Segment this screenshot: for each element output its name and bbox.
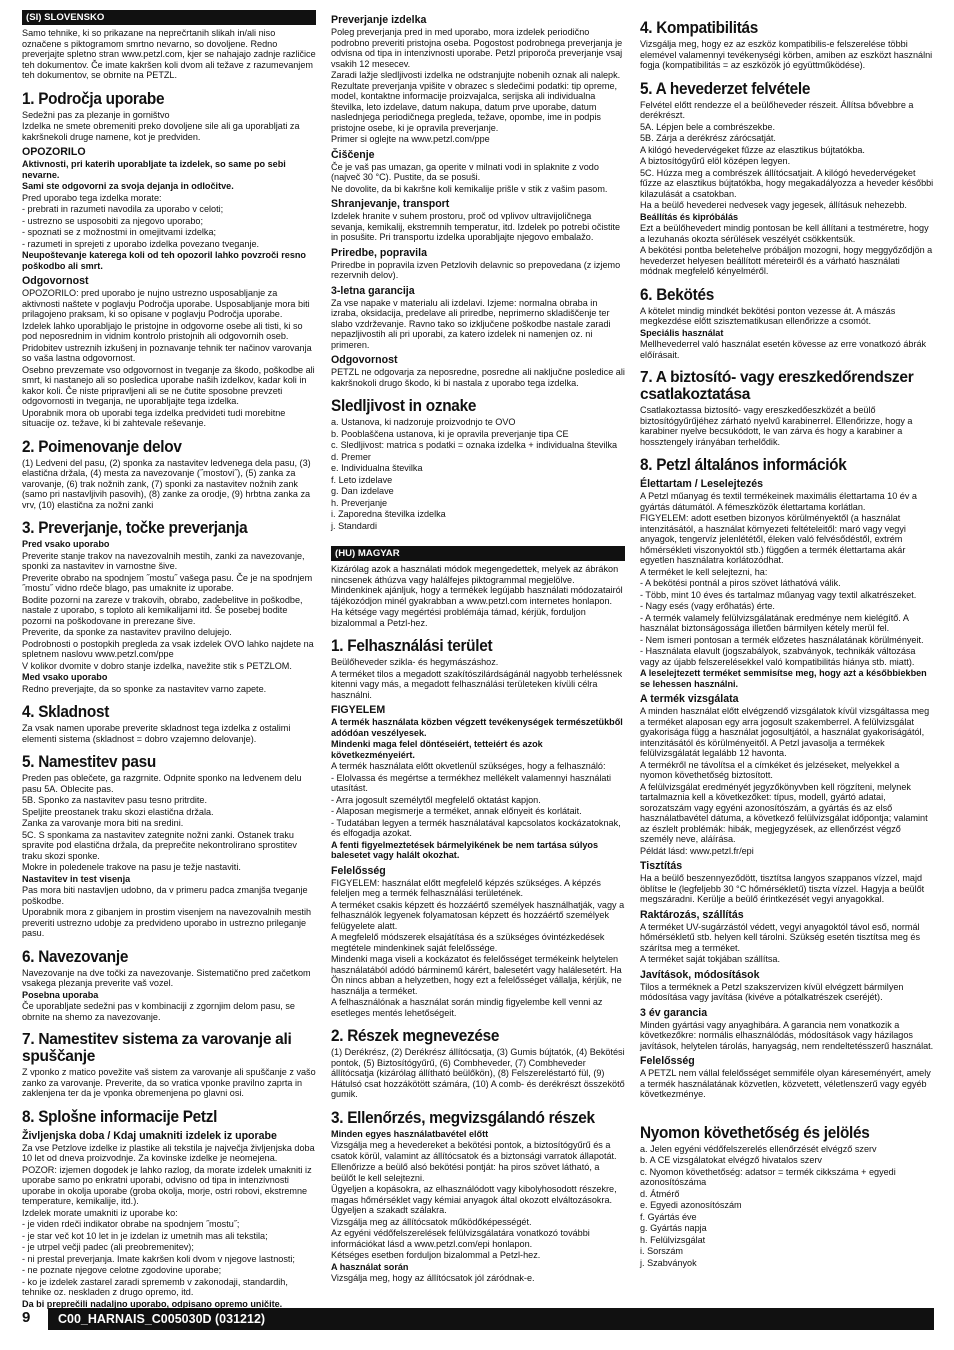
column-slovenian-part2-hungarian (331, 10, 625, 1285)
bold-paragraph: Aktivnosti, pri katerih uporabljate ta izdelek, so same po sebi nevarne. (22, 159, 286, 180)
paragraph: Osebno prevzemate vso odgovornost in tveganje za škodo, poškodbe ali smrt, ki nastanejo ali so posledica uporabe naših izdelkov, kadar koli in kakor koli. Če niste pripravljeni ali se ne čutite sposobne prevzeti odgovornosti in tveganja, ne uporabljajte tega izdelka. (22, 364, 315, 406)
paragraph: A terméket tilos a megadott szakítószilárdságánál nagyobb terheléssnek kitenni vagy más, a megadott felhasználási területeken kívüli célra használni. (331, 668, 623, 700)
paragraph: Primer si oglejte na www.petzl.com/ppe (331, 134, 490, 144)
paragraph: Vizsgálja meg a hevedereket a bekötési pontok, a biztosítógyűrű és a csatok körül, valamint az állítócsatok és a biztonsági varratok állapotát. (331, 1140, 617, 1161)
paragraph: - razumeti in sprejeti z uporabo izdelka povezano tveganje. (22, 238, 260, 249)
subheading: Javítások, módosítások (640, 968, 760, 981)
paragraph: Preverite stanje trakov na navezovalnih mestih, zanki za navezovanje, sponki za nastavitev in varnostne šive. (22, 550, 305, 571)
subheading: Shranjevanje, transport (331, 198, 450, 210)
paragraph: A minden használat előtt elvégzendő vizsgálatok kívül vizsgáltassa meg a terméket alaposan egy arra jogosult szakemberrel. A felülvizsgálat gyakorisága függ a használat jogosultjától, a használat gyakoriságától, intenzitásától és körülményeitől. A Petzl javasolja a termékek felülvizsgálatát legalább 12 havonta. (640, 706, 930, 758)
paragraph: g. Dan izdelave (331, 486, 394, 496)
subheading: Raktározás, szállítás (640, 908, 744, 921)
paragraph: f. Gyártás éve (640, 1211, 697, 1222)
paragraph: (1) Ledveni del pasu, (2) sponka za nastavitev ledvenega dela pasu, (3) elastična držala, (4) mesta za navezovanje (˝mostovi˝), (5) zanka za varovanje, (6) trak nožnih zank, (7) sponki za nastavitev nožnih zank (samo pri nastavljivih pasovih), (8) zanke za orodje, (9) hrbtna zanka za vrv, (10) elastična za nožni zanki (22, 457, 311, 510)
paragraph: A felhasználónak a használat során mindig figyelembe kell venni az esetleges mentés lehetőségeit. (331, 997, 603, 1018)
paragraph: Če uporabljate sedežni pas v kombinaciji z zgornjim delom pasu, se obrnite na shemo za navezovanje. (22, 1001, 295, 1022)
paragraph: - ustrezno se usposobiti za njegovo uporabo; (22, 215, 203, 226)
paragraph: Podrobnosti o postopkih pregleda za vsak izdelek OVO lahko najdete na spletnem naslovu www.petzl.com/ppe (22, 638, 314, 659)
section-heading: Nyomon követhetőség és jelölés (640, 1123, 870, 1142)
section-heading: 3. Ellenőrzés, megvizsgálandó részek (331, 1108, 595, 1127)
paragraph: Kizárólag azok a használati módok megengedettek, melyek az ábrákon nincsenek áthúzva vagy halálfejes piktogrammal megjelölve. Mindenkinek ajánljuk, hogy a termékek legújabb használati módozatairól tájékozódjon minél gyakrabban a www.petzl.com internetes honlapon. (331, 564, 623, 606)
paragraph: Pas mora biti nastavljen udobno, da v primeru padca zmanjša tveganje poškodbe. (22, 885, 308, 906)
section-heading: 2. Részek megnevezése (331, 1027, 500, 1045)
paragraph: - spoznati se z možnostmi in omejitvami izdelka; (22, 227, 217, 237)
paragraph: - ni prestal preverjanja. Imate kakršen koli dvom v njegove lastnosti; (22, 1253, 295, 1264)
paragraph: A biztosítógyűrű elöl középen legyen. (640, 156, 791, 166)
paragraph: Mokre in poledenele trakove na pasu je težje nastaviti. (22, 862, 241, 872)
paragraph: Mindenki maga viseli a kockázatot és felelősséget termékeink helytelen használatából adódó bárminemű kárért, balesetért vagy halálesetért. Ha Ön nincs abban a helyzetben, hogy ezt a felelősséget vállalja, kérjük, ne használja a terméket. (331, 954, 622, 996)
paragraph: Preverite obrabo na spodnjem ˝mostu˝ vašega pasu. Če je na spodnjem ˝mostu˝ vidno rdeče blago, pas umaknite iz uporabe. (22, 572, 313, 593)
subheading: 3 év garancia (640, 1006, 708, 1019)
paragraph: Ha kétsége vagy megértési problémája támad, kérjük, forduljon bizalommal a Petzl-hez. (331, 607, 586, 628)
paragraph: b. A CE vizsgálatokat elvégző hivatalos szerv (640, 1155, 822, 1165)
paragraph: Ellenőrizze a beülő alsó bekötési pontját: ha piros szövet látható, a beülőt le kell selejtezni. (331, 1162, 600, 1183)
paragraph: Tilos a terméknek a Petzl szakszervizen kívül elvégzett bármilyen módosítása vagy javítása (kivéve a pótalkatrészek cseréjét). (640, 981, 904, 1002)
section-heading: 7. A biztosító- vagy ereszkedőrendszer csatlakoztatása (640, 369, 914, 403)
paragraph: g. Gyártás napja (640, 1223, 707, 1233)
paragraph: Felvétel előtt rendezze el a beülőheveder részeit. Állítsa bővebbre a derékrészt. (640, 99, 914, 120)
subheading: Življenjska doba / Kdaj umakniti izdelek iz uporabe (22, 1129, 277, 1142)
paragraph: c. Sledljivost: matrica s podatki = oznaka izdelka + individualna številka (331, 440, 618, 450)
paragraph: Izdelka ne smete obremeniti preko dovoljene sile ali ga uporabljati za kakršnekoli druge namene, kot je predviden. (22, 121, 300, 142)
paragraph: - Több, mint 10 éves és tartalmaz műanyag vagy textil alkatrészeket. (640, 589, 917, 600)
paragraph: Izdelek lahko uporabljajo le pristojne in odgovorne osebe ali tisti, ki so pod neposrednim in vidnim kontrolo pristojnih ali odgovornih oseb. (22, 320, 303, 341)
paragraph: POZOR: izjemen dogodek je lahko razlog, da morate izdelek umakniti iz uporabe samo po enkratni uporabi, odvisno od tipa in intenzivnosti uporabe in okolja uporabe (groba okolja, morje, ostri robovi, ekstremne temperature, kemikalije, itd.). (22, 1164, 312, 1206)
paragraph: A termékről ne távolítsa el a címkéket és jelzéseket, melyekkel a nyomon követhetőség biztosított. (640, 759, 900, 780)
paragraph: Poleg preverjanja pred in med uporabo, mora izdelek periodično podrobno preveriti pristojna oseba. Pogostost podrobnega preverjanja je odvisna od tipa in intenzivnosti uporabe. Petzl priporoča preverjanje vsaj vsakih 12 mesecev. (331, 27, 623, 69)
paragraph: Pred uporabo tega izdelka morate: (22, 192, 162, 203)
paragraph: Csatlakoztassa biztosító- vagy ereszkedőeszközét a beülő biztosítógyűrűjéhez zárható nyelvű karabinerrel. Ellenőrizze, hogy a karabiner nyelve becsukódott, le van zárva és hogy a karabiner a hossztengely irányában terhelődik. (640, 405, 913, 447)
language-band: (SI) SLOVENSKO (22, 10, 316, 25)
paragraph: - Használata elavult (jogszabályok, szabványok, technikák változása vagy az újabb felszerelésekkel való kompatibilitás hiánya stb. miatt). (640, 646, 916, 667)
paragraph: - Alaposan megismerje a terméket, annak előnyeit és korlátait. (331, 806, 582, 816)
paragraph: Vizsgálja meg az állítócsatok működőképességét. (331, 1216, 532, 1227)
paragraph: e. Individualna številka (331, 463, 423, 473)
paragraph: 5A. Lépjen bele a combrészekbe. (640, 121, 775, 132)
paragraph: - ko je izdelek zastarel zaradi sprememb v zakonodaji, standardih, tehnike oz. neskladen z drugo opremo, itd. (22, 1276, 288, 1297)
paragraph: A PETZL nem vállal felelősséget semmiféle olyan káreseményért, amely a termék használatának közvetlen, közvetett, véletlenszerű vagy egyéb következménye. (640, 1068, 931, 1099)
paragraph: V kolikor dvomite v dobro stanje izdelka, navežite stik s PETZLOM. (22, 660, 292, 671)
subheading: Felelősség (331, 864, 386, 877)
bold-paragraph: Speciális használat (640, 327, 724, 338)
paragraph: 5B. Sponko za nastavitev pasu tesno pritrdite. (22, 795, 208, 805)
section-heading: Sledljivost in oznake (331, 397, 477, 415)
bold-paragraph: Posebna uporaba (22, 989, 99, 1000)
paragraph: - je star več kot 10 let in je izdelan iz umetnih mas ali tekstila; (22, 1230, 268, 1241)
paragraph: - ne poznate njegove celotne zgodovine uporabe; (22, 1265, 222, 1275)
paragraph: FIGYELEM: használat előtt megfelelő képzés szükséges. A képzés feleljen meg a termék felhasználási területének. (331, 877, 601, 898)
paragraph: j. Szabványok (640, 1257, 697, 1268)
paragraph: A terméket UV-sugárzástól védett, vegyi anyagoktól távol eső, normál hőmérsékletű stb. helyen kell tárolni. Szükség esetén tisztítsa meg és szárítsa meg a terméket. (640, 921, 921, 953)
paragraph: 5C. Húzza meg a combrészek állítócsatjait. A kilógó hevedervégeket fűzze az elasztikus bújtatókba, hogy megakadályozza a heveder későbbi kilazulását a csatokban. (640, 167, 934, 199)
subheading: 3-letna garancija (331, 284, 415, 297)
subheading: FIGYELEM (331, 704, 386, 716)
paragraph: (1) Derékrész, (2) Derékrész állítócsatja, (3) Gumis bújtatók, (4) Bekötési pontok, (5) Biztosítógyűrű, (6) Combheveder, (7) Combheveder állítócsatja (kizárólag állítható beülőkön), (8) Felszereléstartó fül, (9) Hátulsó csat hozzákötött számára, (10) A comb- és derékrészt összekötő gumik. (331, 1047, 625, 1099)
bold-paragraph: A fenti figyelmeztetések bármelyikének be nem tartása súlyos balesetet vagy halált okozhat. (331, 839, 599, 860)
section-heading: 6. Bekötés (640, 285, 714, 304)
paragraph: h. Felülvizsgálat (640, 1234, 706, 1245)
paragraph: Az egyéni védőfelszerelések felülvizsgálatára vonatkozó további információkat lásd a www.petzl.com/epi honlapon. (331, 1228, 590, 1249)
bold-paragraph: A termék használata közben végzett tevékenységek természetükből adódóan veszélyesek. (331, 717, 623, 738)
paragraph: A bekötési pontba beletehelve próbáljon mozogni, hogy meggyőződjön a hevederzet helyesen beállított méreteiről és a várható használati módnak megfelelő kényelméről. (640, 245, 933, 276)
subheading: Odgovornost (22, 275, 89, 287)
paragraph: Ezt a beülőhevedert mindig pontosan be kell állítani a testméretre, hogy a lezuhanás okozta sérülések veszélyét csökkentsük. (640, 223, 929, 244)
paragraph: f. Leto izdelave (331, 474, 393, 485)
paragraph: - Arra jogosult személytől megfelelő oktatást kapjon. (331, 794, 541, 805)
subheading: OPOZORILO (22, 146, 86, 158)
paragraph: PETZL ne odgovarja za neposredne, posredne ali naključne posledice ali kakršnokoli drugo škodo, ki bi nastala z uporabo tega izdelka. (331, 367, 625, 388)
column-slovenian-part1 (22, 10, 316, 1310)
subheading: Preverjanje izdelka (331, 14, 427, 26)
paragraph: Če je vaš pas umazan, ga operite v milnati vodi in splaknite z vodo (največ 30 °C). Pustite, da se posuši. (331, 161, 599, 182)
paragraph: a. Jelen egyéni védőfelszerelés ellenőrzését elvégző szerv (640, 1143, 877, 1154)
paragraph: Ha a beülő beszennyeződött, tisztítsa langyos szappanos vízzel, majd öblítse le (legfeljebb 30 °C hőmérsékletű) tiszta vízzel. Hagyja a beülőt megszáradni. Kerülje a beülő érintkezését vegyi anyagokkal. (640, 873, 925, 904)
paragraph: Samo tehnike, ki so prikazane na neprečrtanih slikah in/ali niso označene s piktogramom smrtno nevarno, so dovoljene. Redno preverjajte spletno stran www.petzl.com, kjer se nahajajo zadnje različice teh dokumentov. Če imate kakršen koli dvom ali težave z razumevanjem teh dokumentov, se obrnite na PETZL. (22, 28, 316, 80)
paragraph: - prebrati in razumeti navodila za uporabo v celoti; (22, 204, 224, 214)
subheading: Čiščenje (331, 148, 375, 161)
paragraph: c. Nyomon követhetőség: adatsor = termék cikkszáma + egyedi azonosítószáma (640, 1166, 896, 1187)
bold-paragraph: Mindenki maga felel döntéseiért, tetteiért és azok következményeiért. (331, 739, 543, 760)
bold-paragraph: Pred vsako uporabo (22, 539, 110, 549)
paragraph: Beülőheveder szikla- és hegymászáshoz. (331, 657, 499, 667)
paragraph: Ha a beülő hevederei nedvesek vagy jegesek, állításuk nehezebb. (640, 200, 907, 210)
paragraph: - je viden rdeči indikator obrabe na spodnjem ˝mostu˝; (22, 1219, 240, 1229)
paragraph: Speljite preostanek traku skozi elastična držala. (22, 806, 214, 817)
paragraph: Uporabnik mora z gibanjem in prostim visenjem na navezovalnih mestih preveriti ustrezno udobje za predvideno uporabo in ustrezno prileganje pasu. (22, 907, 312, 938)
bold-paragraph: A használat során (331, 1261, 409, 1272)
paragraph: - Tudatában legyen a termék használatával kapcsolatos kockázatoknak, és elfogadja azokat. (331, 817, 621, 838)
paragraph: Priredbe in popravila izven Petzlovih delavnic so prepovedana (z izjemo rezervnih delov). (331, 259, 621, 280)
paragraph: a. Ustanova, ki nadzoruje proizvodnjo te OVO (331, 417, 516, 427)
paragraph: Zanka za varovanje mora biti na sredini. (22, 818, 184, 828)
paragraph: - je utrpel večji padec (ali preobremenitev); (22, 1242, 194, 1252)
paragraph: Mellhevederrel való használat esetén kövesse az erre vonatkozó ábrák előírásait. (640, 339, 927, 360)
paragraph: - Nem ismeri pontosan a termék előzetes használatának körülményeit. (640, 634, 924, 645)
paragraph: - Nagy esés (vagy erőhatás) érte. (640, 601, 775, 611)
paragraph: e. Egyedi azonosítószám (640, 1200, 742, 1210)
paragraph: Za vse Petzlove izdelke iz plastike ali tekstila je največja življenjska doba 10 let od dneva proizvodnje. Za kovinske izdelke je neomejena. (22, 1142, 315, 1163)
section-heading: 5. A hevederzet felvétele (640, 79, 811, 98)
document-code-bar: C00_HARNAIS_C005030D (031212) (48, 1308, 934, 1330)
paragraph: A termék használata előtt okvetlenül szükséges, hogy a felhasználó: (331, 761, 606, 771)
section-heading: 8. Splošne informacije Petzl (22, 1107, 218, 1126)
paragraph: A megfelelő módszerek elsajátítása és a szükséges óvintézkedések megtétele mindenkinek saját felelőssége. (331, 932, 605, 953)
paragraph: Pridobitev ustreznih izkušenj in poznavanje tehnik ter načinov varovanja so vaša lastna odgovornost. (22, 342, 312, 363)
paragraph: A felülvizsgálat eredményét jegyzőkönyvben kell rögzíteni, melynek tartalmaznia kell a következőket: típus, modell, gyártó adatai, sorozatszám vagy egyéni azonosítószám, a gyártás és az első használatbavétel dátuma, a következő felülvizsgálat időpontja; valamint az észlelt problémák: hibák, megjegyzések, az ellenőrzést végző személy neve, aláírása. (640, 781, 928, 844)
paragraph: i. Zaporedna številka izdelka (331, 509, 446, 519)
paragraph: b. Pooblaščena ustanova, ki je opravila preverjanje tipa CE (331, 428, 569, 439)
paragraph: j. Standardi (331, 520, 378, 531)
bold-paragraph: Med vsako uporabo (22, 672, 108, 682)
paragraph: i. Sorszám (640, 1246, 683, 1256)
section-heading: 1. Felhasználási terület (331, 637, 493, 655)
paragraph: Uporabnik mora ob uporabi tega izdelka predvideti tudi morebitne situacije oz. težave, ki bi zahtevale reševanje. (22, 407, 286, 428)
bold-paragraph: Neupoštevanje katerega koli od teh opozoril lahko povzroči resno poškodbo ali smrt. (22, 250, 306, 271)
bold-paragraph: A leselejtezett terméket semmisítse meg, hogy azt a későbbiekben se lehessen használni. (640, 668, 927, 689)
paragraph: Redno preverjajte, da so sponke za nastavitev varno zapete. (22, 683, 267, 694)
section-heading: 4. Skladnost (22, 703, 110, 721)
paragraph: Ügyeljen a kopásokra, az elhasználódott vagy kibolyhosodott részekre, magas hőmérséklet vagy kémiai anyagok által okozott elváltozásokra. Ügyeljen a szakadt szálakra. (331, 1184, 617, 1215)
paragraph: Za vse napake v materialu ali izdelavi. Izjeme: normalna obraba in izraba, oksidacija, predelave ali priredbe, neprimerno skladiščenje ter slabo vzdrževanje. Ravno tako so izključene poškodbe nastale zaradi nepazljivostih ali pri uporabi, za katero izdelek ni namenjen oz. ni primeren. (331, 297, 611, 350)
subheading: Odgovornost (331, 354, 398, 366)
paragraph: Kétséges esetben forduljon bizalommal a Petzl-hez. (331, 1250, 541, 1260)
section-heading: 4. Kompatibilitás (640, 19, 759, 37)
section-heading: 7. Namestitev sistema za varovanje ali spuščanje (22, 1031, 292, 1065)
paragraph: 5B. Zárja a derékrész zárócsatját. (640, 133, 776, 143)
paragraph: A Petzl műanyag és textil termékeinek maximális élettartama 10 év a gyártás dátumától. A fémeszközök élettartama korlátlan. (640, 491, 917, 512)
paragraph: Z vponko z matico povežite vaš sistem za varovanje ali spuščanje z vašo zanko za varovanje. Preverite, da so vratica vponke pravilno zaprta in zaklenjena ter da je vponka obremenjena po glavni osi. (22, 1067, 316, 1098)
paragraph: Vizsgálja meg, hogy ez az eszköz kompatibilis-e felszerelése többi elemével valamennyi tevékenységi körben, amiben az eszközt használni fogja (kompatibilitás = az eszközök jó együttműködése). (640, 39, 933, 70)
section-heading: 8. Petzl általános információk (640, 456, 847, 474)
bold-paragraph: Nastavitev in test visenja (22, 873, 131, 884)
column-hungarian-part2 (640, 10, 934, 1269)
bold-paragraph: Beállítás és kipróbálás (640, 211, 739, 222)
paragraph: h. Preverjanje (331, 497, 388, 508)
page-number: 9 (22, 1309, 31, 1326)
paragraph: d. Premer (331, 451, 371, 462)
paragraph: Zaradi lažje sledljivosti izdelka ne odstranjujte nobenih oznak ali nalepk. Rezultate preverjanja vpišite v obrazec s sledečimi podatki: tip opreme, model, kontaktne informacije proizvajalca, serijska ali individualna številka, leto izdelave, datum nakupa, datum prve uporabe, datum naslednjega periodičnega pregleda, težave, opombe, ime in podpis pristojne osebe, ki je opravila preverjanje. (331, 70, 621, 133)
paragraph: Izdelek morate umakniti iz uporabe ko: (22, 1207, 178, 1218)
paragraph: A terméket csakis képzett és hozzáértő személyek használhatják, vagy a felhasználók legyenek folyamatosan képzett és hozzáértő személyek felügyelete alatt. (331, 899, 625, 931)
subheading: Priredbe, popravila (331, 246, 427, 259)
paragraph: d. Átmérő (640, 1188, 680, 1199)
paragraph: Preverite, da sponke za nastavitev pravilno delujejo. (22, 627, 232, 637)
page-footer (22, 1308, 934, 1330)
paragraph: Vizsgálja meg, hogy az állítócsatok jól záródnak-e. (331, 1273, 535, 1283)
spacer (640, 1101, 934, 1115)
paragraph: A kilógó hevedervégeket fűzze az elasztikus bújtatókba. (640, 144, 865, 155)
paragraph: Sedežni pas za plezanje in gorništvo (22, 109, 170, 120)
paragraph: Bodite pozorni na zareze v trakovih, obrabo, zadebelitve in poškodbe, nastale z uporabo, s toploto ali kemikalijami itd. Še posebej bodite pozorni na poškodovane in prerezane šive. (22, 594, 303, 626)
spacer (331, 532, 625, 546)
section-heading: 3. Preverjanje, točke preverjanja (22, 519, 248, 537)
section-heading: 2. Poimenovanje delov (22, 437, 182, 456)
section-heading: 1. Področja uporabe (22, 89, 165, 108)
bold-paragraph: Sami ste odgovorni za svoja dejanja in odločitve. (22, 181, 234, 191)
section-heading: 5. Namestitev pasu (22, 753, 157, 771)
paragraph: - A bekötési pontnál a piros szövet láthatóvá válik. (640, 578, 841, 588)
paragraph: Minden gyártási vagy anyaghibára. A garancia nem vonatkozik a következőkre: normális elhasználódás, módosítások vagy házilagos javítások, helytelen tárolás, hanyagság, nem rendeltetésszerű használat. (640, 1019, 934, 1051)
paragraph: OPOZORILO: pred uporabo je nujno ustrezno usposabljanje za aktivnosti naštete v poglavju Področja uporabe. Usposabljanje mora biti prilagojeno praksam, ki so opisane v poglavju Področja uporabe. (22, 288, 310, 319)
paragraph: - A termék valamely felülvizsgálatának eredménye nem kielégítő. A használat biztonságossága illetően bármilyen kétely merül fel. (640, 612, 909, 633)
paragraph: Izdelek hranite v suhem prostoru, proč od vplivov ultravijoličnega sevanja, kemikalij, ekstremnih temperatur, itd. Izdelek po potrebi očistite in posušite. Pri transportu izdelka uporabljajte njegovo embalažo. (331, 211, 621, 242)
paragraph: A terméket saját tokjában szállítsa. (640, 954, 781, 964)
paragraph: Navezovanje na dve točki za navezovanje. Sistematično pred začetkom vsakega plezanja preverite vaš vozel. (22, 967, 311, 988)
section-heading: 6. Navezovanje (22, 947, 129, 966)
subheading: Élettartam / Leselejtezés (640, 478, 764, 490)
paragraph: - Elolvassa és megértse a termékhez mellékelt valamennyi használati utasítást. (331, 772, 612, 793)
bold-paragraph: Da bi preprečili nadaljno uporabo, odpisano opremo uničite. (22, 1298, 283, 1309)
paragraph: Preden pas oblečete, ga razgrnite. Odpnite sponko na ledvenem delu pasu 5A. Oblecite pas. (22, 773, 302, 794)
paragraph: Za vsak namen uporabe preverite skladnost tega izdelka z ostalimi elementi sistema (skladnost = dobro vzajemno delovanje). (22, 723, 291, 744)
language-band: (HU) MAGYAR (331, 546, 625, 561)
paragraph: A kötelet mindig mindkét bekötési ponton vezesse át. A mászás megkezdése előtt szisztematikusan ellenőrizze a csomót. (640, 305, 896, 326)
paragraph: FIGYELEM: adott esetben bizonyos körülményektől (a használat intenzitásától, a használat környezeti feltételeitől: maró vagy vegyi anyagok, tengervíz jelenlététől, éleken való felvésődéstől, extrém hőmérsékleti viszonyoktól stb.) függően a termék élettartama akár egyetlen használatra korlátozódhat. (640, 513, 906, 565)
subheading: A termék vizsgálata (640, 693, 739, 705)
subheading: Tisztítás (640, 860, 683, 872)
paragraph: 5C. S sponkama za nastavitev zategnite nožni zanki. Ostanek traku spravite pod elastična držala, da preprečite nekontrolirano sprostitev traku skozi sponke. (22, 829, 297, 861)
paragraph: Példát lásd: www.petzl.fr/epi (640, 845, 754, 856)
subheading: Felelősség (640, 1055, 695, 1067)
bold-paragraph: Minden egyes használatbavétel előtt (331, 1128, 489, 1139)
paragraph: A terméket le kell selejtezni, ha: (640, 566, 768, 577)
paragraph: Ne dovolite, da bi kakršne koli kemikalije prišle v stik z vašim pasom. (331, 183, 608, 194)
